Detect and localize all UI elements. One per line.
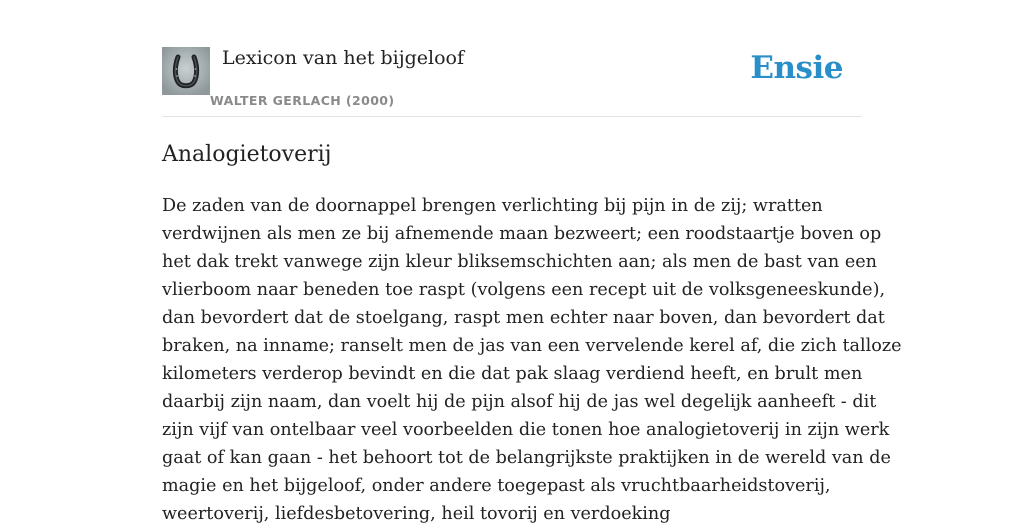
source-header [162,46,862,117]
article-title: Analogietoverij [162,142,332,167]
horseshoe-icon[interactable] [162,47,210,95]
body-line: vlierboom naar beneden toe raspt (volgens een recept uit de volksgeneeskunde), [162,280,886,300]
book-title-link[interactable]: Lexicon van het bijgeloof [222,47,465,69]
body-line: daarbij zijn naam, dan voelt hij de pijn alsof hij de jas wel degelijk aanheeft - dit [162,392,877,412]
ensie-logo-link[interactable]: Ensie [750,50,843,86]
body-line: verdwijnen als men ze bij afnemende maan bezweert; een roodstaartje boven op [162,224,882,244]
body-line: gaat of kan gaan - het behoort tot de belangrijkste praktijken in de wereld van de [162,448,891,468]
body-line: zijn vijf van ontelbaar veel voorbeelden die tonen hoe analogietoverij in zijn werk [162,420,890,440]
body-line: dan bevordert dat de stoelgang, raspt men echter naar boven, dan bevordert dat [162,308,885,328]
body-line: weertoverij, liefdesbetovering, heil tovorij en verdoeking [162,504,671,524]
body-line: De zaden van de doornappel brengen verlichting bij pijn in de zij; wratten [162,196,823,216]
body-line: kilometers verderop bevindt en die dat pak slaag verdiend heeft, en brult men [162,364,863,384]
article-body [162,192,902,528]
body-line: braken, na inname; ranselt men de jas van een vervelende kerel af, die zich talloze [162,336,902,356]
body-line: het dak trekt vanwege zijn kleur bliksemschichten aan; als men de bast van een [162,252,877,272]
author-label: WALTER GERLACH (2000) [210,93,395,108]
body-line: magie en het bijgeloof, onder andere toegepast als vruchtbaarheidstoverij, [162,476,831,496]
